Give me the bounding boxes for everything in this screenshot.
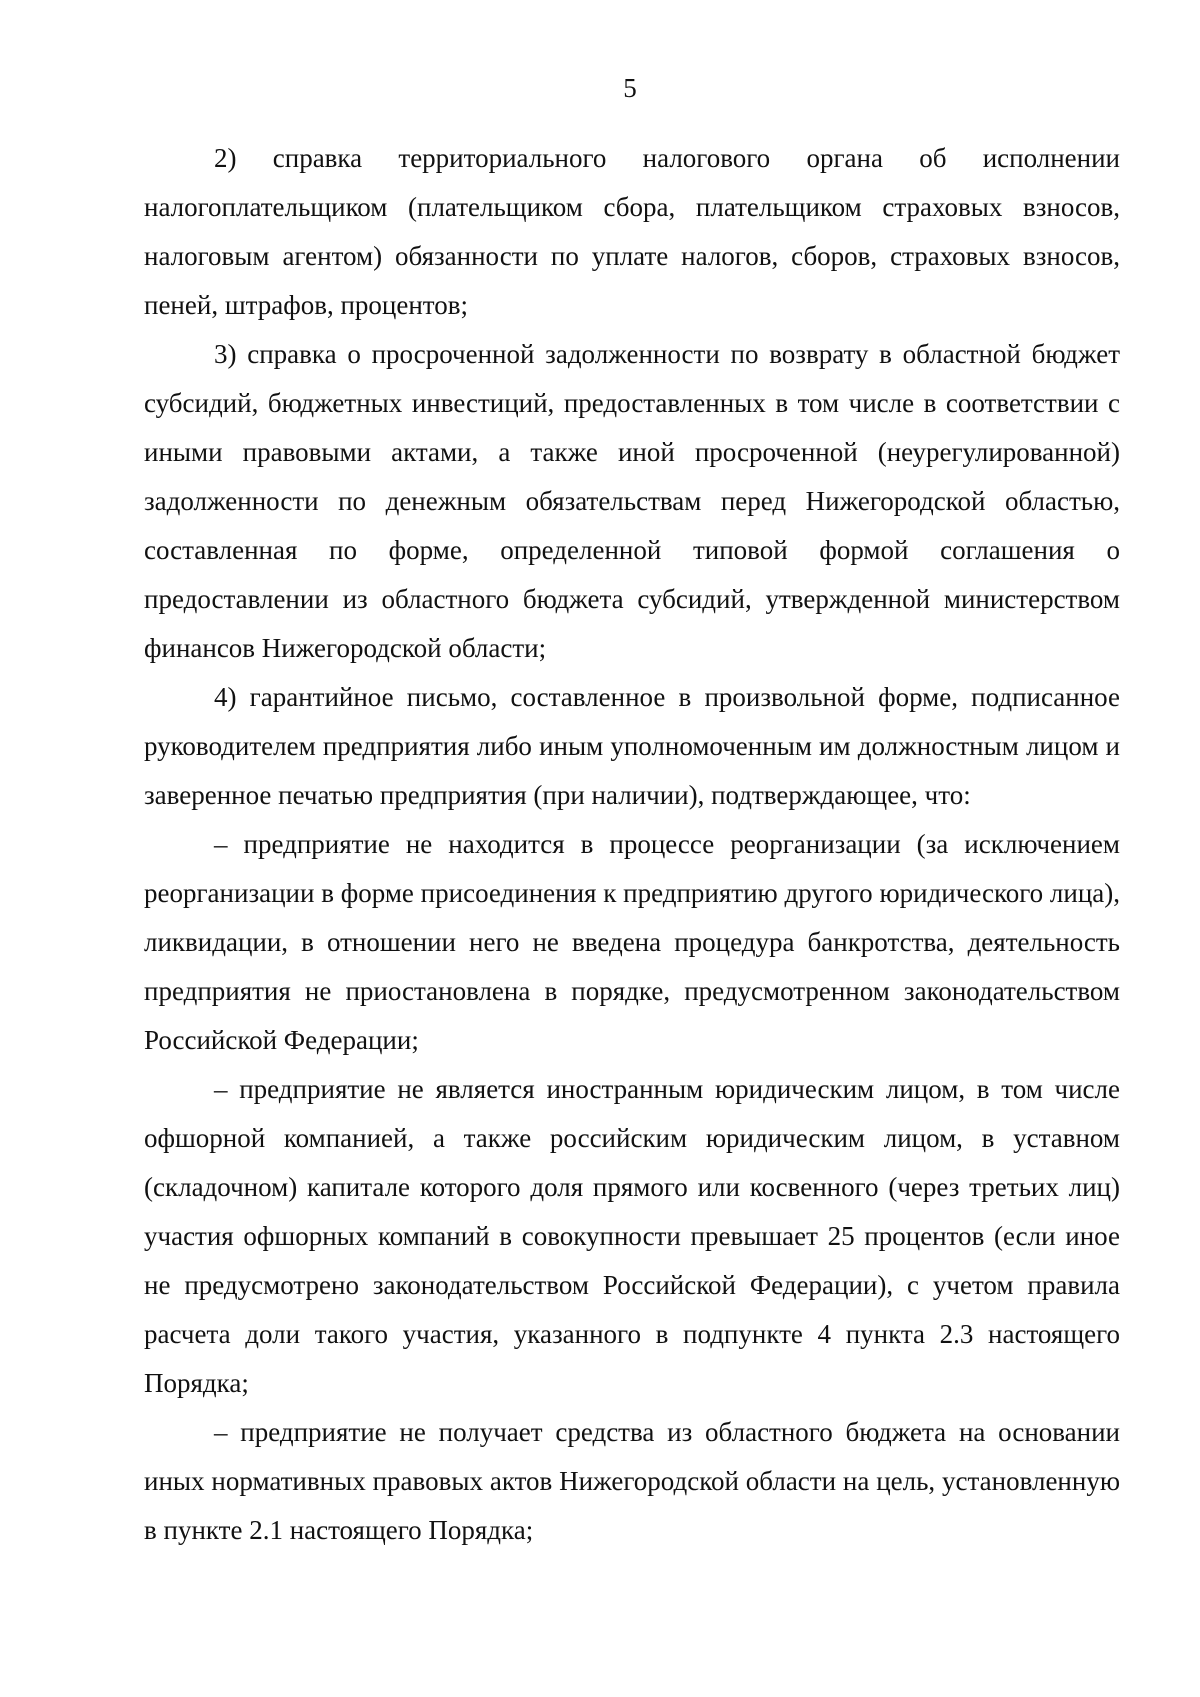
page-number: 5 bbox=[623, 73, 637, 103]
paragraph-item-4: 4) гарантийное письмо, составленное в произвольной форме, подписанное руководителем предприятия либо иным уполномоченным им должностным лицом и заверенное печатью предприятия (при наличии), подтверждающее, что: bbox=[144, 682, 1120, 810]
paragraph-item-2: 2) справка территориального налогового органа об исполнении налогоплательщиком (плательщиком сбора, плательщиком страховых взносов, налоговым агентом) обязанности по уплате налогов, сборов, страховых взносов, пеней, штрафов, процентов; bbox=[144, 143, 1120, 320]
paragraph-bullet-funding: – предприятие не получает средства из областного бюджета на основании иных нормативных правовых актов Нижегородской области на цель, установленную в пункте 2.1 настоящего Порядка; bbox=[144, 1417, 1120, 1545]
paragraph-bullet-offshore: – предприятие не является иностранным юридическим лицом, в том числе офшорной компанией, а также российским юридическим лицом, в уставном (складочном) капитале которого доля прямого или косвенного (через третьих лиц) участия офшорных компаний в совокупности превышает 25 процентов (если иное не предусмотрено законодательством Российской Федерации), с учетом правила расчета доли такого участия, указанного в подпункте 4 пункта 2.3 настоящего Порядка; bbox=[144, 1074, 1120, 1398]
paragraph-item-3: 3) справка о просроченной задолженности по возврату в областной бюджет субсидий, бюджетных инвестиций, предоставленных в том числе в соответствии с иными правовыми актами, а также иной просроченной (неурегулированной) задолженности по денежным обязательствам перед Нижегородской областью, составленная по форме, определенной типовой формой соглашения о предоставлении из областного бюджета субсидий, утвержденной министерством финансов Нижегородской области; bbox=[144, 339, 1120, 663]
paragraph-bullet-reorganization: – предприятие не находится в процессе реорганизации (за исключением реорганизации в форме присоединения к предприятию другого юридического лица), ликвидации, в отношении него не введена процедура банкротства, деятельность предприятия не приостановлена в порядке, предусмотренном законодательством Российской Федерации; bbox=[144, 829, 1120, 1055]
document-body bbox=[144, 134, 1120, 1555]
